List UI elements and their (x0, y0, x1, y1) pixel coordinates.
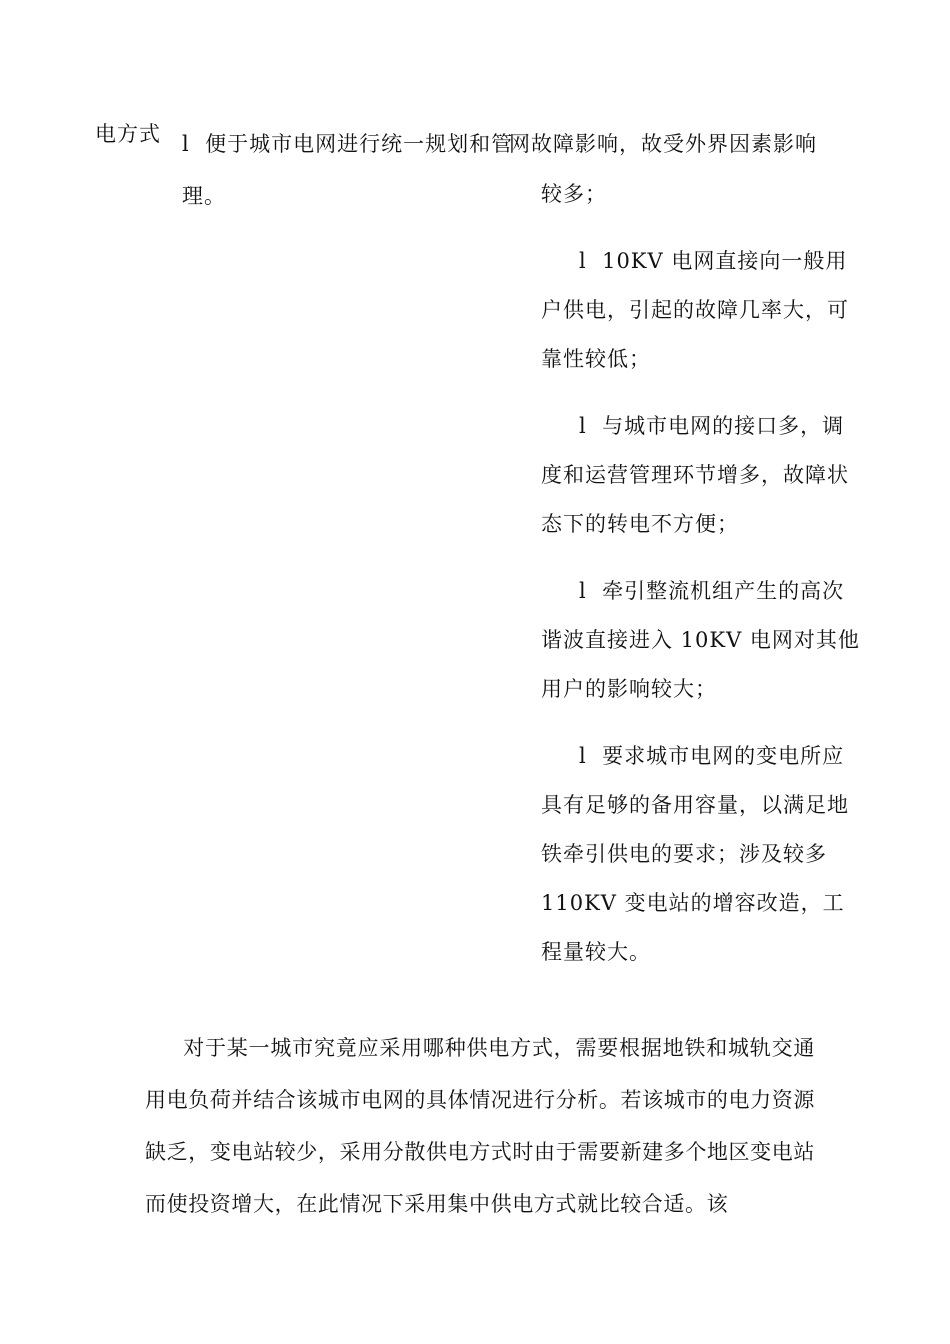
list-item (541, 402, 861, 549)
bullet: l (182, 132, 190, 156)
bullet: l (579, 744, 587, 768)
bullet: l (579, 249, 587, 273)
item-text: 要求城市电网的变电所应具有足够的备用容量，以满足地铁牵引供电的要求；涉及较多 110KV 变电站的增容改造，工程量较大。 (541, 744, 849, 964)
right-cell-first-line: 网故障影响，故受外界因素影响 (509, 132, 817, 156)
item-text: 牵引整流机组产生的高次谐波直接进入 10KV 电网对其他用户的影响较大； (541, 579, 860, 701)
bullet: l (579, 414, 587, 438)
list-item (541, 567, 861, 714)
list-item (541, 170, 861, 219)
body-paragraph (145, 1022, 815, 1230)
table-row-label: 电方式 (95, 122, 161, 146)
bullet: l (579, 579, 587, 603)
item-text: 与城市电网的接口多，调度和运营管理环节增多，故障状态下的转电不方便； (541, 414, 849, 536)
item-text: 较多； (541, 182, 607, 206)
paragraph-text: 对于某一城市究竟应采用哪种供电方式，需要根据地铁和城轨交通用电负荷并结合该城市电网的具体情况进行分析。若该城市的电力资源缺乏，变电站较少，采用分散供电方式时由于需要新建多个地区变电站而使投资增大，在此情况下采用集中供电方式就比较合适。该 (145, 1036, 815, 1216)
table-left-cell (182, 118, 517, 222)
list-item (541, 237, 861, 384)
item-text: 10KV 电网直接向一般用户供电，引起的故障几率大，可靠性较低； (541, 249, 849, 371)
left-cell-line-2: 理。 (182, 184, 226, 208)
left-cell-line-1: 便于城市电网进行统一规划和管 (205, 132, 514, 156)
list-item (541, 732, 861, 977)
table-right-cell (509, 118, 861, 995)
